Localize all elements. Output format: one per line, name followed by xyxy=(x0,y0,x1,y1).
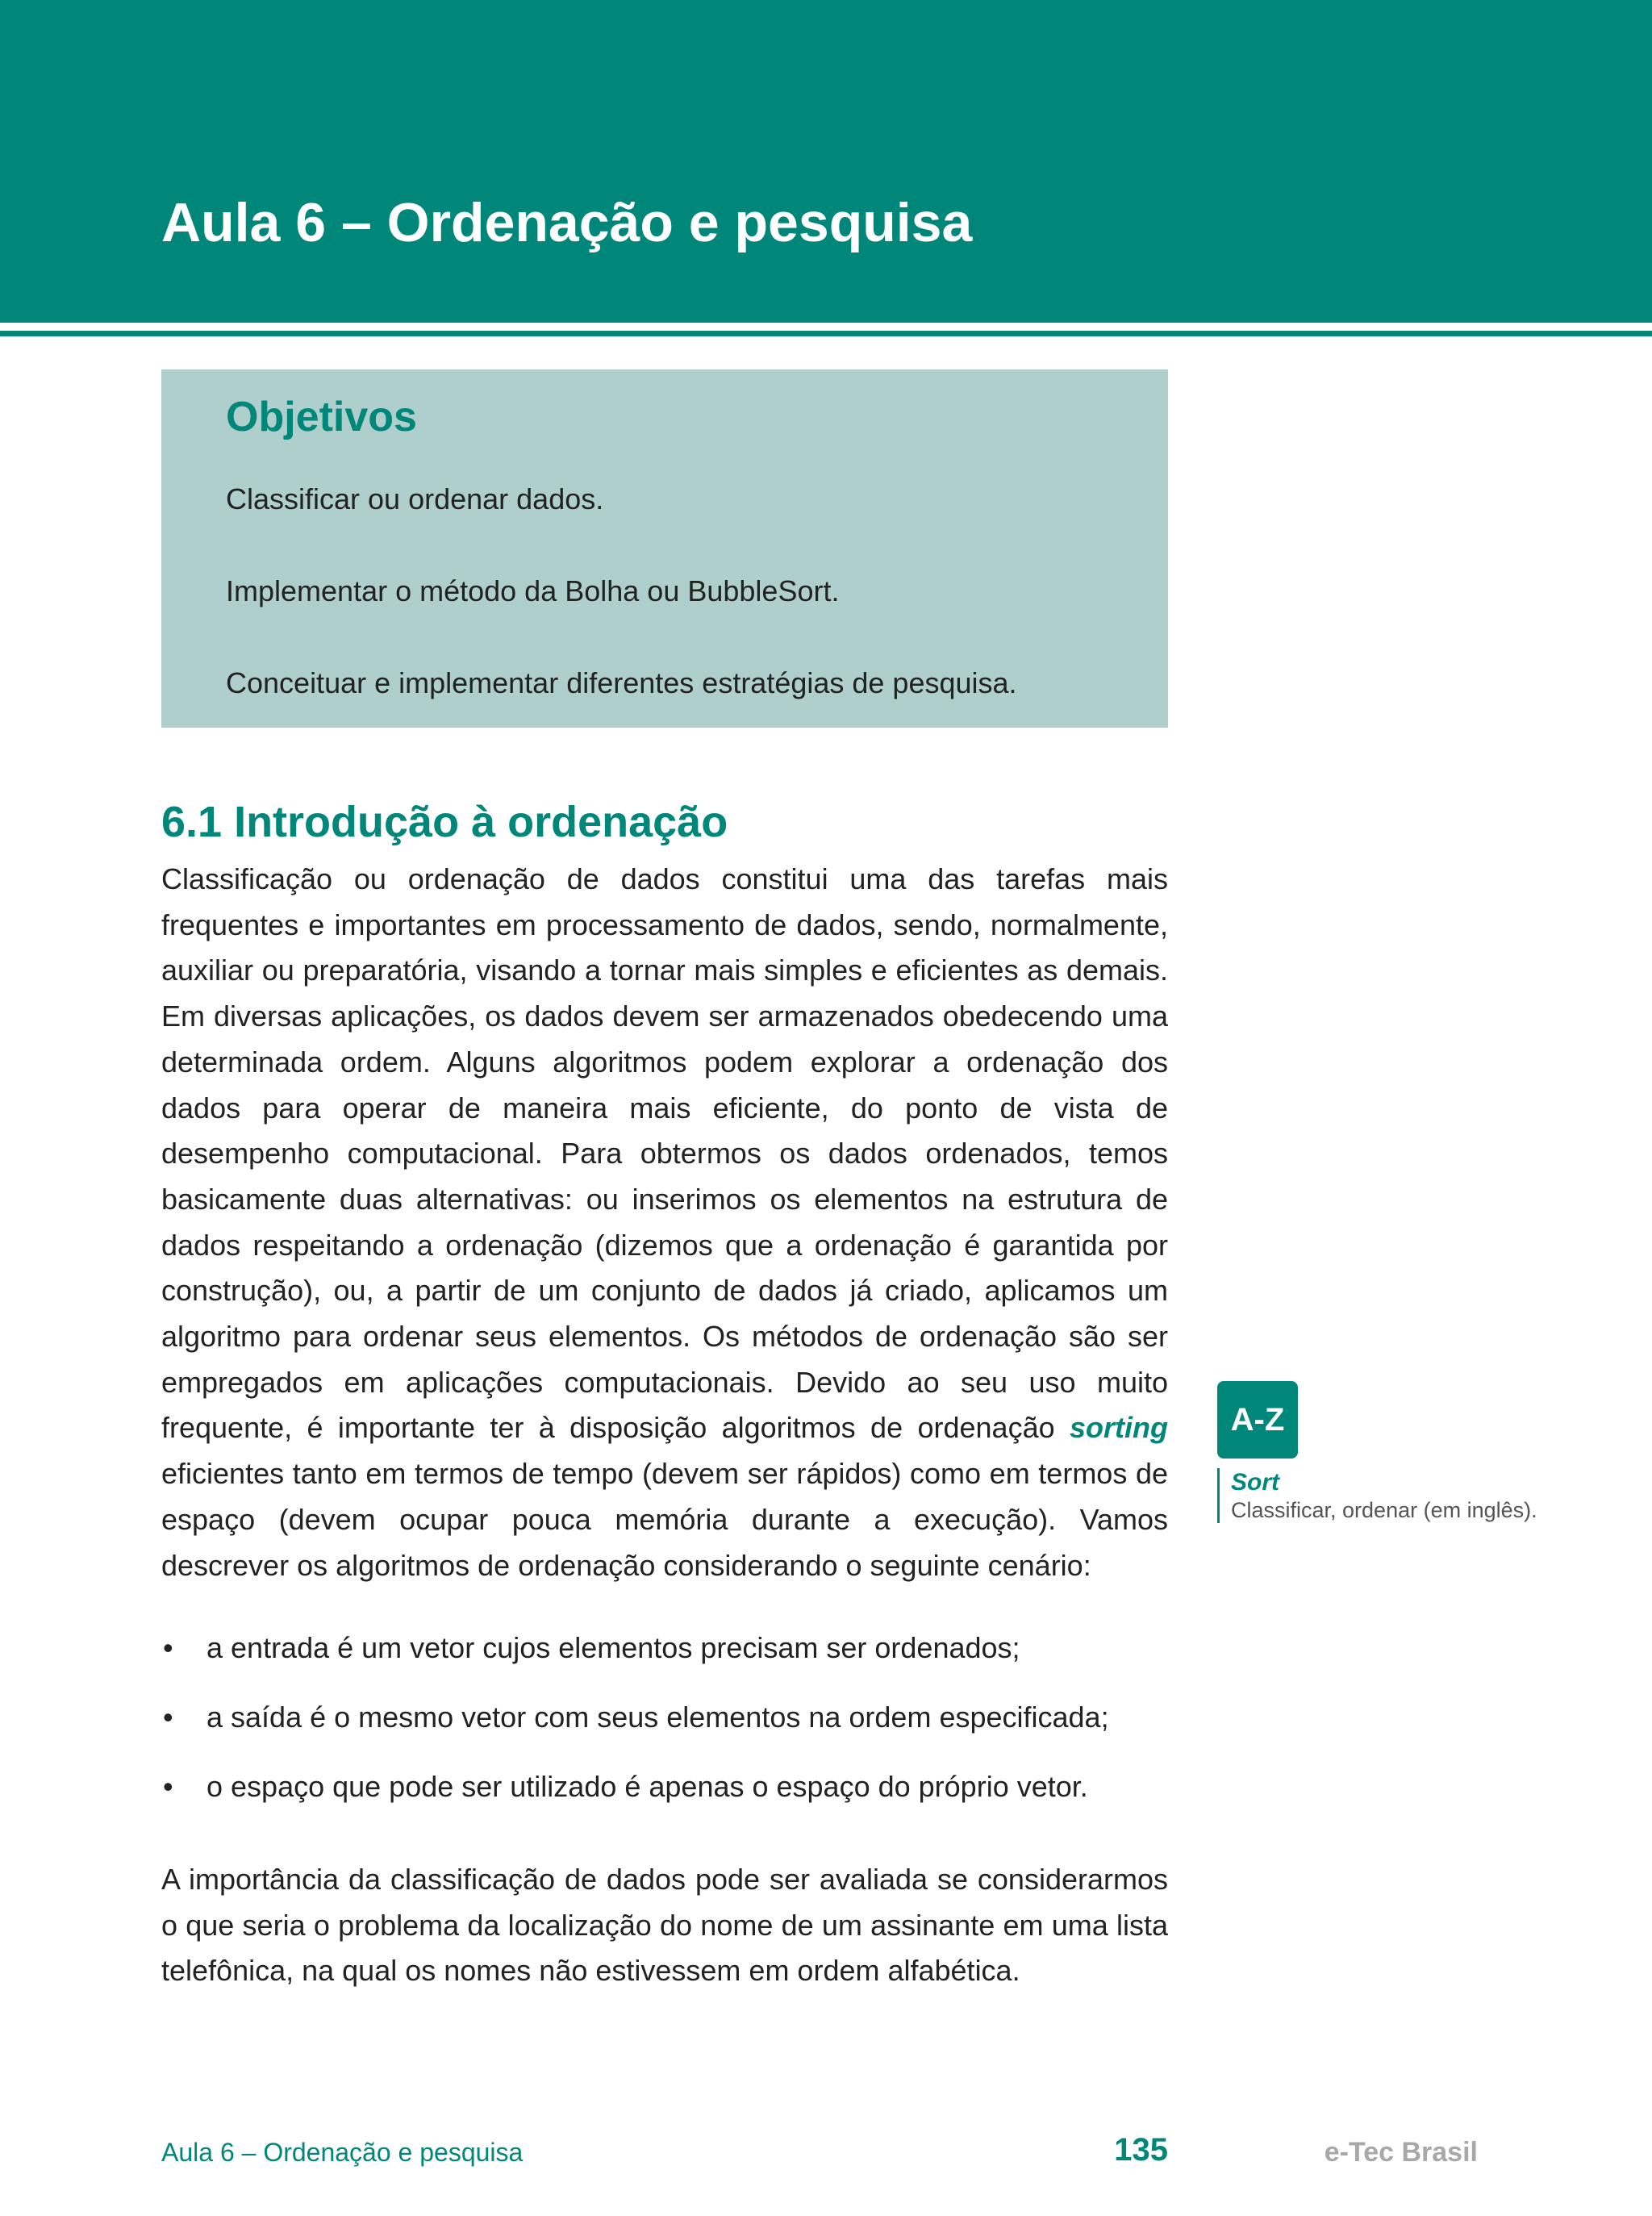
objective-item: Classificar ou ordenar dados. xyxy=(226,482,604,516)
intro-text-end: eficientes tanto em termos de tempo (devem ser rápidos) como em termos de espaço (devem ocupar pouca memória durante a execução). Vamos descrever os algoritmos de ordenação considerando o seguinte cenário: xyxy=(161,1457,1168,1582)
closing-paragraph: A importância da classificação de dados pode ser avaliada se considerarmos o que seria o problema da localização do nome de um assinante em uma lista telefônica, na qual os nomes não estivessem em ordem alfabética. xyxy=(161,1863,1168,1988)
objective-item: Conceituar e implementar diferentes estratégias de pesquisa. xyxy=(226,666,1017,700)
glossary-az-icon: A-Z xyxy=(1217,1381,1298,1459)
list-item xyxy=(161,1631,1168,1665)
objective-item: Implementar o método da Bolha ou BubbleSort. xyxy=(226,574,840,608)
list-item xyxy=(161,1701,1168,1734)
header-band xyxy=(0,0,1652,323)
objectives-box xyxy=(161,369,1168,728)
list-item xyxy=(161,1770,1168,1804)
bullet-icon: • xyxy=(163,1701,173,1734)
footer-chapter-title: Aula 6 – Ordenação e pesquisa xyxy=(161,2138,524,2167)
bullet-icon: • xyxy=(163,1631,173,1664)
scenario-list xyxy=(161,1631,1168,1839)
header-rule xyxy=(0,331,1652,336)
glossary-definition: Classificar, ordenar (em inglês). xyxy=(1231,1498,1537,1522)
page-number: 135 xyxy=(1114,2132,1168,2168)
list-item-text: o espaço que pode ser utilizado é apenas o espaço do próprio vetor. xyxy=(206,1770,1088,1803)
list-item-text: a saída é o mesmo vetor com seus elementos na ordem especificada; xyxy=(206,1701,1109,1734)
objectives-title: Objetivos xyxy=(226,394,417,440)
glossary-term-link[interactable]: sorting xyxy=(1070,1411,1168,1445)
bullet-icon: • xyxy=(163,1770,173,1803)
section-title: 6.1 Introdução à ordenação xyxy=(161,798,728,846)
glossary-term: Sort xyxy=(1231,1469,1279,1496)
intro-text-start: Classificação ou ordenação de dados constitui uma das tarefas mais frequentes e importantes em processamento de dados, sendo, normalmente, auxiliar ou preparatória, visando a tornar mais simples e eficientes as demais. Em diversas aplicações, os dados devem ser armazenados obedecendo uma determinada ordem. Alguns algoritmos podem explorar a ordenação dos dados para operar de maneira mais eficiente, do ponto de vista de desempenho computacional. Para obtermos os dados ordenados, temos basicamente duas alternativas: ou inserimos os elementos na estrutura de dados respeitando a ordenação (dizemos que a ordenação é garantida por construção), ou, a partir de um conjunto de dados já criado, aplicamos um algoritmo para ordenar seus elementos. Os métodos de ordenação são ser empregados em aplicações computacionais. Devido ao seu uso muito frequente, é importante ter à disposição algoritmos de ordenação xyxy=(161,862,1168,1445)
list-item-text: a entrada é um vetor cujos elementos precisam ser ordenados; xyxy=(206,1631,1020,1664)
footer-brand: e-Tec Brasil xyxy=(1324,2137,1478,2168)
intro-paragraph xyxy=(161,857,1168,1588)
glossary-entry xyxy=(1217,1468,1537,1523)
chapter-title: Aula 6 – Ordenação e pesquisa xyxy=(161,192,973,253)
